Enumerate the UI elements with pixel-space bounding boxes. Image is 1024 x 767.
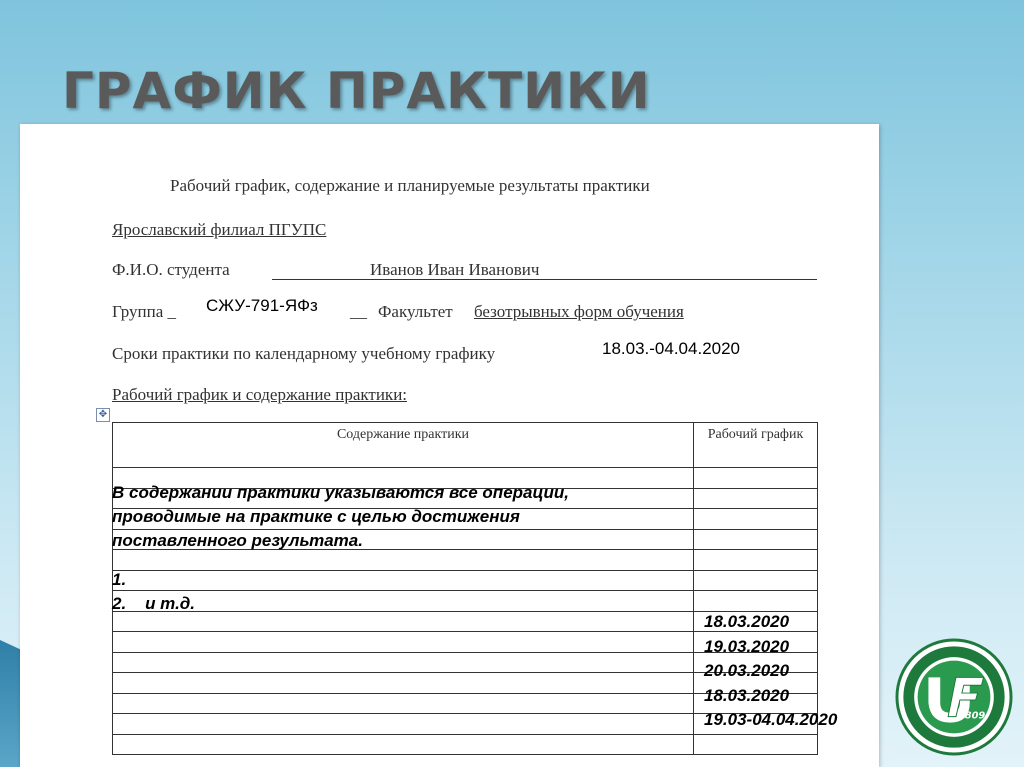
header-schedule <box>694 423 818 468</box>
emblem-year: 1809 <box>957 710 986 722</box>
table-row <box>113 734 818 755</box>
document-sheet <box>20 124 879 767</box>
schedule-date: 19.03.2020 <box>704 636 790 656</box>
description-line: проводимые на практике с целью достижения <box>112 507 520 526</box>
schedule-dates <box>704 610 837 733</box>
header-content: Содержание практики <box>113 423 694 468</box>
schedule-date: 20.03.2020 <box>704 661 790 680</box>
student-underline <box>272 279 817 280</box>
list-item: 1. <box>112 570 127 589</box>
header-schedule-label: Рабочий график <box>707 427 804 442</box>
student-label: Ф.И.О. студента <box>112 260 230 279</box>
slide-title: ГРАФИК ПРАКТИКИ <box>62 62 651 120</box>
content-list <box>112 568 195 616</box>
list-item: 2. и т.д. <box>112 594 196 613</box>
schedule-date: 18.03.2020 <box>704 612 790 631</box>
period-value: 18.03.-04.04.2020 <box>602 339 741 358</box>
schedule-date: 18.03.2020 <box>704 685 790 705</box>
group-value: СЖУ-791-ЯФз <box>206 296 318 315</box>
decorative-stripe <box>0 640 22 767</box>
branch-name: Ярославский филиал ПГУПС <box>112 220 327 239</box>
group-tail: __ <box>350 302 367 321</box>
faculty-value: безотрывных форм обучения <box>474 302 684 321</box>
document-heading: Рабочий график, содержание и планируемые результаты практики <box>170 176 650 195</box>
description-line: В содержании практики указываются все операции, <box>112 483 569 502</box>
student-name: Иванов Иван Иванович <box>370 260 540 279</box>
description-line: поставленного результата. <box>112 531 363 550</box>
period-label: Сроки практики по календарному учебному графику <box>112 344 496 363</box>
group-label: Группа _ <box>112 302 177 321</box>
table-move-icon[interactable]: ✥ <box>96 408 110 422</box>
content-description <box>112 481 712 553</box>
table-row <box>113 591 818 612</box>
faculty-label: Факультет <box>378 302 453 321</box>
university-emblem-icon <box>895 638 1013 756</box>
table-row <box>113 570 818 591</box>
schedule-date: 19.03-04.04.2020 <box>704 710 838 729</box>
table-header-row <box>113 423 818 468</box>
schedule-heading: Рабочий график и содержание практики: <box>112 385 408 404</box>
